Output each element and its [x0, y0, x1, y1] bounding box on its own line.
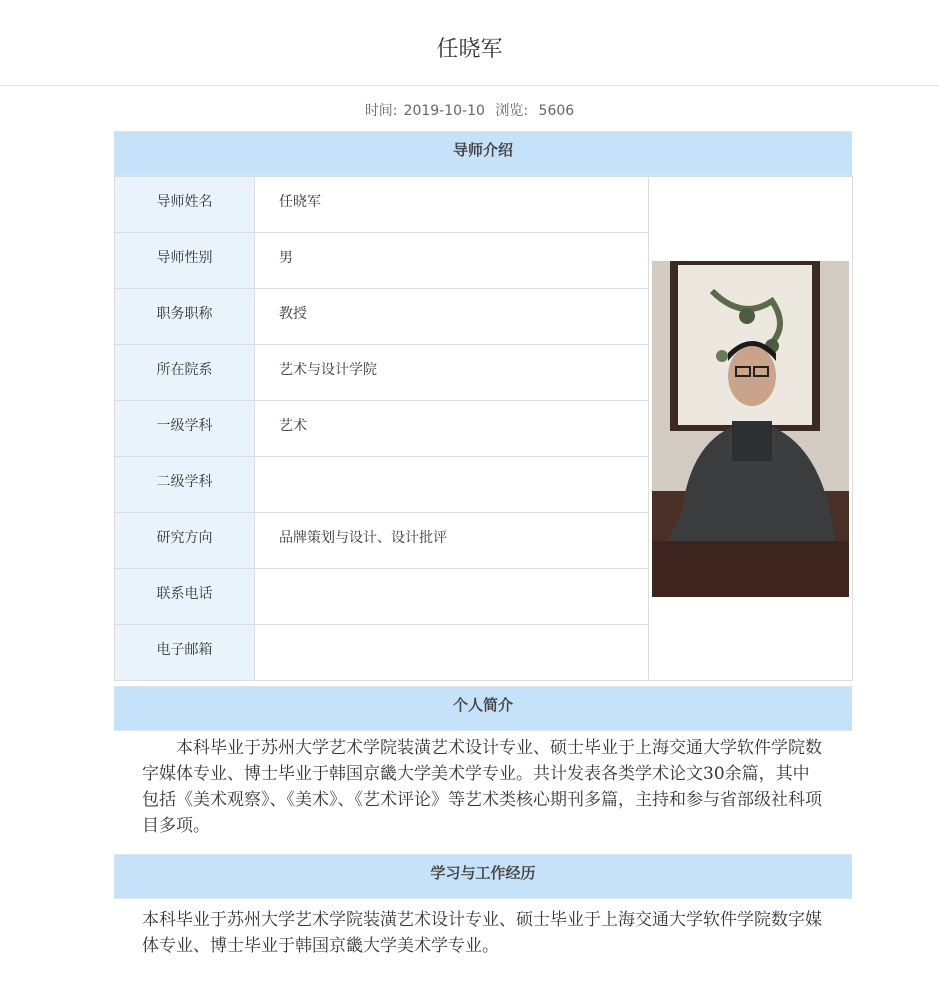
experience-section	[114, 854, 852, 959]
row-label: 导师性别	[115, 233, 255, 289]
table-row	[115, 177, 853, 233]
row-label: 一级学科	[115, 401, 255, 457]
page-title: 任晓军	[0, 0, 939, 86]
advisor-photo	[652, 261, 849, 597]
views-value: 5606	[538, 103, 575, 119]
row-label: 导师姓名	[115, 177, 255, 233]
time-label: 时间:	[364, 103, 398, 119]
photo-cell	[649, 177, 853, 681]
section-heading-experience: 学习与工作经历	[114, 854, 852, 899]
row-label: 所在院系	[115, 345, 255, 401]
profile-text: 本科毕业于苏州大学艺术学院装潢艺术设计专业、硕士毕业于上海交通大学软件学院数字媒体专业、博士毕业于韩国京畿大学美术学专业。共计发表各类学术论文30余篇，其中包括《美术观察》、《美术》、《艺术评论》等艺术类核心期刊多篇，主持和参与省部级社科项目多项。	[142, 738, 822, 836]
time-value: 2019-10-10	[403, 103, 485, 119]
advisor-info-section	[114, 131, 852, 681]
row-label: 电子邮箱	[115, 625, 255, 681]
advisor-info-table	[114, 176, 853, 681]
row-value: 男	[255, 233, 649, 289]
article-meta	[0, 100, 939, 120]
row-value	[255, 457, 649, 513]
row-value: 品牌策划与设计、设计批评	[255, 513, 649, 569]
row-value: 任晓军	[255, 177, 649, 233]
row-value: 教授	[255, 289, 649, 345]
row-label: 二级学科	[115, 457, 255, 513]
row-value	[255, 569, 649, 625]
profile-section	[114, 686, 852, 839]
row-value: 艺术与设计学院	[255, 345, 649, 401]
row-value	[255, 625, 649, 681]
section-heading-intro: 导师介绍	[114, 131, 852, 176]
row-value: 艺术	[255, 401, 649, 457]
experience-text: 本科毕业于苏州大学艺术学院装潢艺术设计专业、硕士毕业于上海交通大学软件学院数字媒体专业、博士毕业于韩国京畿大学美术学专业。	[142, 910, 822, 956]
row-label: 联系电话	[115, 569, 255, 625]
section-heading-profile: 个人简介	[114, 686, 852, 731]
row-label: 职务职称	[115, 289, 255, 345]
views-label: 浏览:	[495, 103, 529, 119]
row-label: 研究方向	[115, 513, 255, 569]
